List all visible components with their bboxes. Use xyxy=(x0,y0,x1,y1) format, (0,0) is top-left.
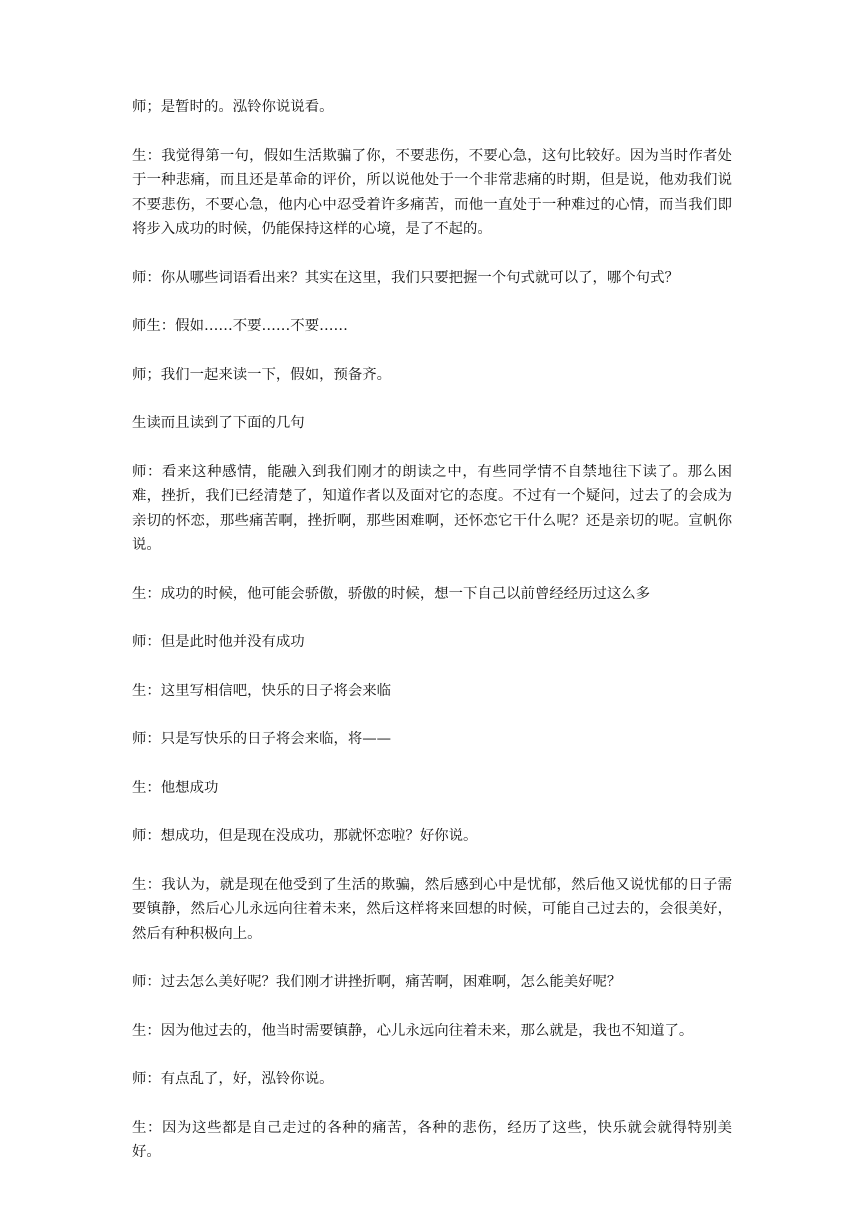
dialogue-paragraph: 师：过去怎么美好呢？我们刚才讲挫折啊，痛苦啊，困难啊，怎么能美好呢？ xyxy=(132,974,622,990)
dialogue-paragraph: 生：这里写相信吧，快乐的日子将会来临 xyxy=(132,682,392,699)
document-page xyxy=(132,95,732,1189)
dialogue-paragraph: 师生：假如……不要……不要…… xyxy=(132,318,348,334)
dialogue-paragraph: 师；是暂时的。泓铃你说说看。 xyxy=(132,99,334,115)
dialogue-paragraph: 生：成功的时候，他可能会骄傲，骄傲的时候，想一下自己以前曾经经历过这么多 xyxy=(132,585,651,602)
dialogue-paragraph: 生：我认为，就是现在他受到了生活的欺骗，然后感到心中是忧郁，然后他又说忧郁的日子需要镇静，然后心儿永远向往着未来，然后这样将来回想的时候，可能自己过去的，会很美好，然后有种积极向上。 xyxy=(132,876,732,942)
dialogue-paragraph: 生：我觉得第一句，假如生活欺骗了你，不要悲伤，不要心急，这句比较好。因为当时作者处于一种悲痛，而且还是革命的评价，所以说他处于一个非常悲痛的时期，但是说，他劝我们说不要悲伤，不要心急，他内心中忍受着许多痛苦，而他一直处于一种难过的心情，而当我们即将步入成功的时候，仍能保持这样的心境，是了不起的。 xyxy=(132,147,732,237)
dialogue-paragraph: 师；我们一起来读一下，假如，预备齐。 xyxy=(132,366,392,383)
dialogue-paragraph: 生：因为这些都是自己走过的各种的痛苦，各种的悲伤，经历了这些，快乐就会就得特别美好。 xyxy=(132,1119,732,1160)
dialogue-paragraph: 生：他想成功 xyxy=(132,779,219,796)
dialogue-paragraph: 师：想成功，但是现在没成功，那就怀恋啦？好你说。 xyxy=(132,828,478,844)
dialogue-paragraph: 生：因为他过去的，他当时需要镇静，心儿永远向往着未来，那么就是，我也不知道了。 xyxy=(132,1022,694,1039)
dialogue-paragraph: 生读而且读到了下面的几句 xyxy=(132,415,305,431)
dialogue-paragraph: 师：有点乱了，好，泓铃你说。 xyxy=(132,1071,334,1087)
dialogue-paragraph: 师：只是写快乐的日子将会来临，将—— xyxy=(132,731,392,747)
dialogue-paragraph: 师：但是此时他并没有成功 xyxy=(132,634,305,650)
dialogue-paragraph: 师：看来这种感情，能融入到我们刚才的朗读之中，有些同学情不自禁地往下读了。那么困难，挫折，我们已经清楚了，知道作者以及面对它的态度。不过有一个疑问，过去了的会成为亲切的怀恋，那些痛苦啊，挫折啊，那些困难啊，还怀恋它干什么呢？还是亲切的呢。宣帆你说。 xyxy=(132,463,732,553)
dialogue-paragraph: 师：你从哪些词语看出来？其实在这里，我们只要把握一个句式就可以了，哪个句式？ xyxy=(132,269,679,286)
